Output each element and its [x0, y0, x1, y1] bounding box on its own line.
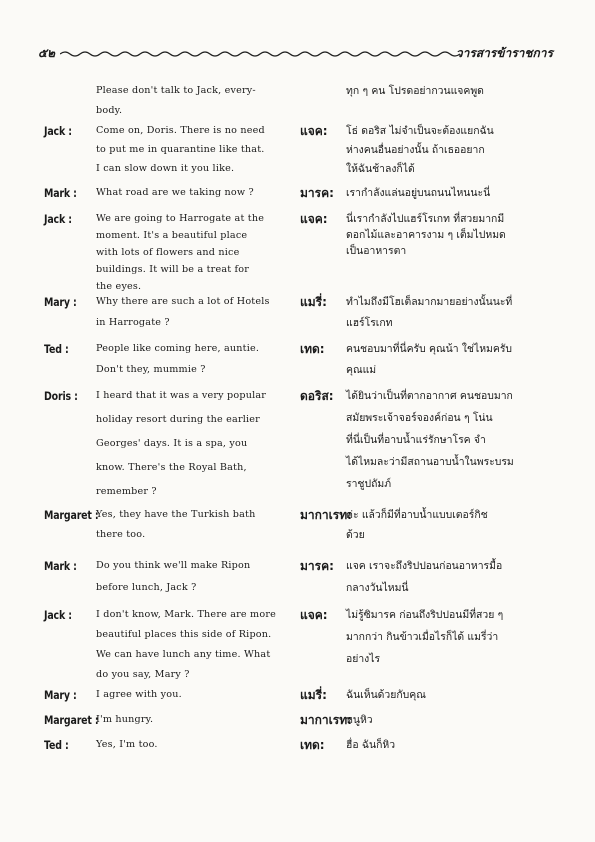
english-line: We are going to Harrogate at the — [96, 213, 265, 224]
speaker-thai: แมรี่: — [300, 688, 327, 702]
speaker-thai: แจค: — [300, 212, 328, 226]
english-line: in Harrogate ? — [96, 317, 170, 328]
english-line: body. — [96, 105, 123, 116]
english-line: Yes, I'm too. — [96, 739, 158, 750]
thai-line: ค่ะ แล้วก็มีที่อาบน้ำแบบเตอร์กิช — [346, 509, 488, 521]
speaker-thai: มารค: — [300, 559, 334, 573]
english-line: Do you think we'll make Ripon — [96, 560, 251, 571]
thai-line: ได้ยินว่าเป็นที่ตากอากาศ คนชอบมาก — [346, 390, 513, 402]
english-line: Please don't talk to Jack, every- — [96, 85, 256, 96]
english-line: Come on, Doris. There is no need — [96, 125, 265, 136]
speaker-english: Mary : — [44, 295, 77, 309]
english-line: to put me in quarantine like that. — [96, 144, 265, 155]
thai-line: นี่เรากำลังไปแฮร์โรเกท ที่สวยมากมี — [346, 213, 505, 225]
page-header — [38, 44, 553, 62]
thai-line: อย่างไร — [346, 653, 381, 665]
speaker-thai: ดอริส: — [300, 389, 334, 403]
thai-line: ฉันเห็นด้วยกับคุณ — [346, 689, 426, 701]
thai-line: เป็นอาหารตา — [346, 245, 407, 257]
thai-line: ราชูปถัมภ์ — [346, 478, 392, 490]
english-line: I'm hungry. — [96, 714, 154, 725]
header-wavy-rule — [60, 50, 460, 58]
english-line: holiday resort during the earlier — [96, 414, 260, 425]
speaker-thai: แจค: — [300, 608, 328, 622]
speaker-english: Ted : — [44, 738, 69, 752]
english-line: Don't they, mummie ? — [96, 364, 206, 375]
english-line: Yes, they have the Turkish bath — [96, 509, 256, 520]
thai-line: คุณแม่ — [346, 364, 377, 376]
english-line: Georges' days. It is a spa, you — [96, 438, 248, 449]
speaker-thai: มากาเรท: — [300, 713, 352, 727]
thai-line: เรากำลังแล่นอยู่บนถนนไหนนะนี่ — [346, 187, 491, 199]
english-line: I don't know, Mark. There are more — [96, 609, 276, 620]
thai-line: กลางวันไหมนี่ — [346, 582, 409, 594]
thai-line: ทุก ๆ คน โปรดอย่ากวนแจคพูด — [346, 85, 484, 97]
english-line: the eyes. — [96, 281, 142, 292]
english-line: moment. It's a beautiful place — [96, 230, 248, 241]
speaker-thai: แมรี่: — [300, 295, 327, 309]
thai-line: ฮื่อ ฉันก็หิว — [346, 739, 396, 751]
thai-line: สมัยพระเจ้าจอร์จองค์ก่อน ๆ โน่น — [346, 412, 493, 424]
thai-line: ไม่รู้ซิมารค ก่อนถึงริปปอนมีที่สวย ๆ — [346, 609, 504, 621]
speaker-english: Margaret : — [44, 508, 99, 522]
speaker-english: Doris : — [44, 389, 78, 403]
speaker-english: Margaret : — [44, 713, 99, 727]
speaker-thai: มารค: — [300, 186, 334, 200]
thai-line: แจค เราจะถึงริปปอนก่อนอาหารมื้อ — [346, 560, 503, 572]
english-line: People like coming here, auntie. — [96, 343, 260, 354]
thai-line: โธ่ ดอริส ไม่จำเป็นจะต้องแยกฉัน — [346, 125, 494, 137]
speaker-english: Mary : — [44, 688, 77, 702]
english-line: We can have lunch any time. What — [96, 649, 271, 660]
thai-line: คนชอบมาที่นี่ครับ คุณน้า ใช่ไหมครับ — [346, 343, 513, 355]
english-line: I heard that it was a very popular — [96, 390, 267, 401]
speaker-english: Mark : — [44, 559, 77, 573]
thai-line: ได้ไหมละว่ามีสถานอาบน้ำในพระบรม — [346, 456, 514, 468]
speaker-thai: เทด: — [300, 738, 325, 752]
speaker-english: Ted : — [44, 342, 69, 356]
thai-line: ห่างคนอื่นอย่างนั้น ถ้าเธออยาก — [346, 144, 485, 156]
english-line: What road are we taking now ? — [96, 187, 254, 198]
thai-line: ทำไมถึงมีโฮเต็ลมากมายอย่างนั้นนะที่ — [346, 296, 513, 308]
journal-title: วารสารข้าราชการ — [455, 46, 553, 60]
thai-line: ให้ฉันช้าลงก็ได้ — [346, 163, 415, 175]
speaker-thai: มากาเรท: — [300, 508, 352, 522]
thai-line: หนูหิว — [346, 714, 373, 726]
english-line: know. There's the Royal Bath, — [96, 462, 247, 473]
thai-line: ที่นี่เป็นที่อาบน้ำแร่รักษาโรค จำ — [346, 434, 486, 446]
thai-line: ด้วย — [346, 529, 365, 541]
english-line: Why there are such a lot of Hotels — [96, 296, 270, 307]
english-line: I agree with you. — [96, 689, 182, 700]
english-line: do you say, Mary ? — [96, 669, 190, 680]
speaker-english: Mark : — [44, 186, 77, 200]
english-line: I can slow down it you like. — [96, 163, 235, 174]
speaker-thai: แจค: — [300, 124, 328, 138]
english-line: remember ? — [96, 486, 157, 497]
thai-line: มากกว่า กินข้าวเมื่อไรก็ได้ แมรี่ว่า — [346, 631, 499, 643]
english-line: there too. — [96, 529, 146, 540]
thai-line: ดอกไม้และอาคารงาม ๆ เต็มไปหมด — [346, 229, 506, 241]
speaker-english: Jack : — [44, 212, 72, 226]
english-line: before lunch, Jack ? — [96, 582, 197, 593]
speaker-english: Jack : — [44, 608, 72, 622]
english-line: buildings. It will be a treat for — [96, 264, 250, 275]
english-line: with lots of flowers and nice — [96, 247, 240, 258]
speaker-thai: เทด: — [300, 342, 325, 356]
speaker-english: Jack : — [44, 124, 72, 138]
english-line: beautiful places this side of Ripon. — [96, 629, 272, 640]
thai-line: แฮร์โรเกท — [346, 317, 393, 329]
page-number: ๕๒ — [38, 46, 55, 60]
